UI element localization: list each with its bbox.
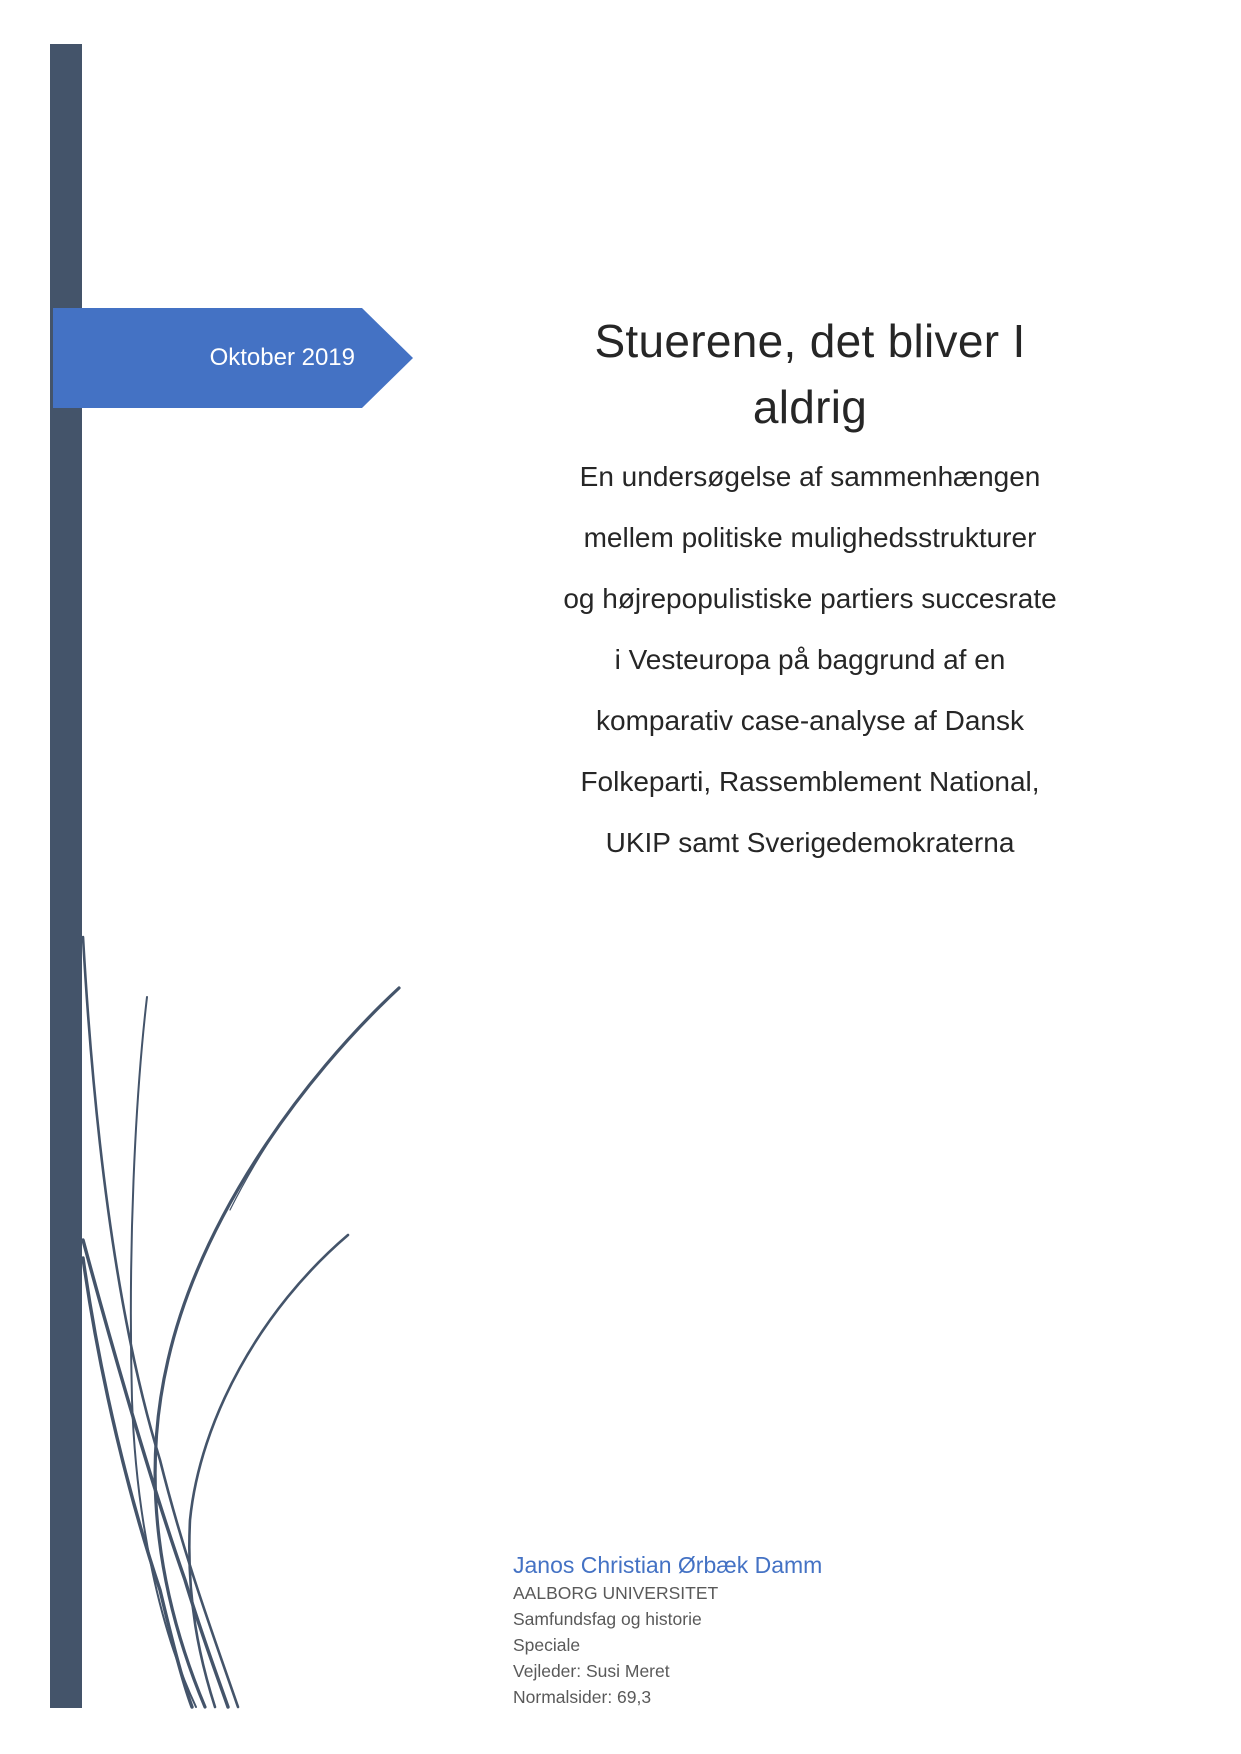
date-banner [53,308,413,408]
subtitle-line: Folkeparti, Rassemblement National, [580,766,1040,797]
page-count: Normalsider: 69,3 [513,1687,652,1707]
author-name: Janos Christian Ørbæk Damm [513,1552,823,1578]
university-name: AALBORG UNIVERSITET [513,1583,719,1603]
subtitle-line: og højrepopulistiske partiers succesrate [563,583,1057,614]
subtitle-line: i Vesteuropa på baggrund af en [614,644,1006,675]
title-line: aldrig [752,381,868,433]
document-subtitle [520,446,1100,873]
program-name: Samfundsfag og historie [513,1609,702,1629]
sidebar-accent-bar [50,44,82,1708]
title-line: Stuerene, det bliver I [594,315,1026,367]
subtitle-line: UKIP samt Sverigedemokraterna [605,827,1015,858]
thesis-type: Speciale [513,1635,581,1655]
subtitle-line: mellem politiske mulighedsstrukturer [583,522,1037,553]
document-title [520,308,1100,440]
subtitle-line: komparativ case-analyse af Dansk [596,705,1024,736]
title-block [520,308,1100,873]
author-block [513,1550,1013,1710]
date-label: Oktober 2019 [209,344,355,371]
supervisor: Vejleder: Susi Meret [513,1661,670,1681]
subtitle-line: En undersøgelse af sammenhængen [579,461,1041,492]
